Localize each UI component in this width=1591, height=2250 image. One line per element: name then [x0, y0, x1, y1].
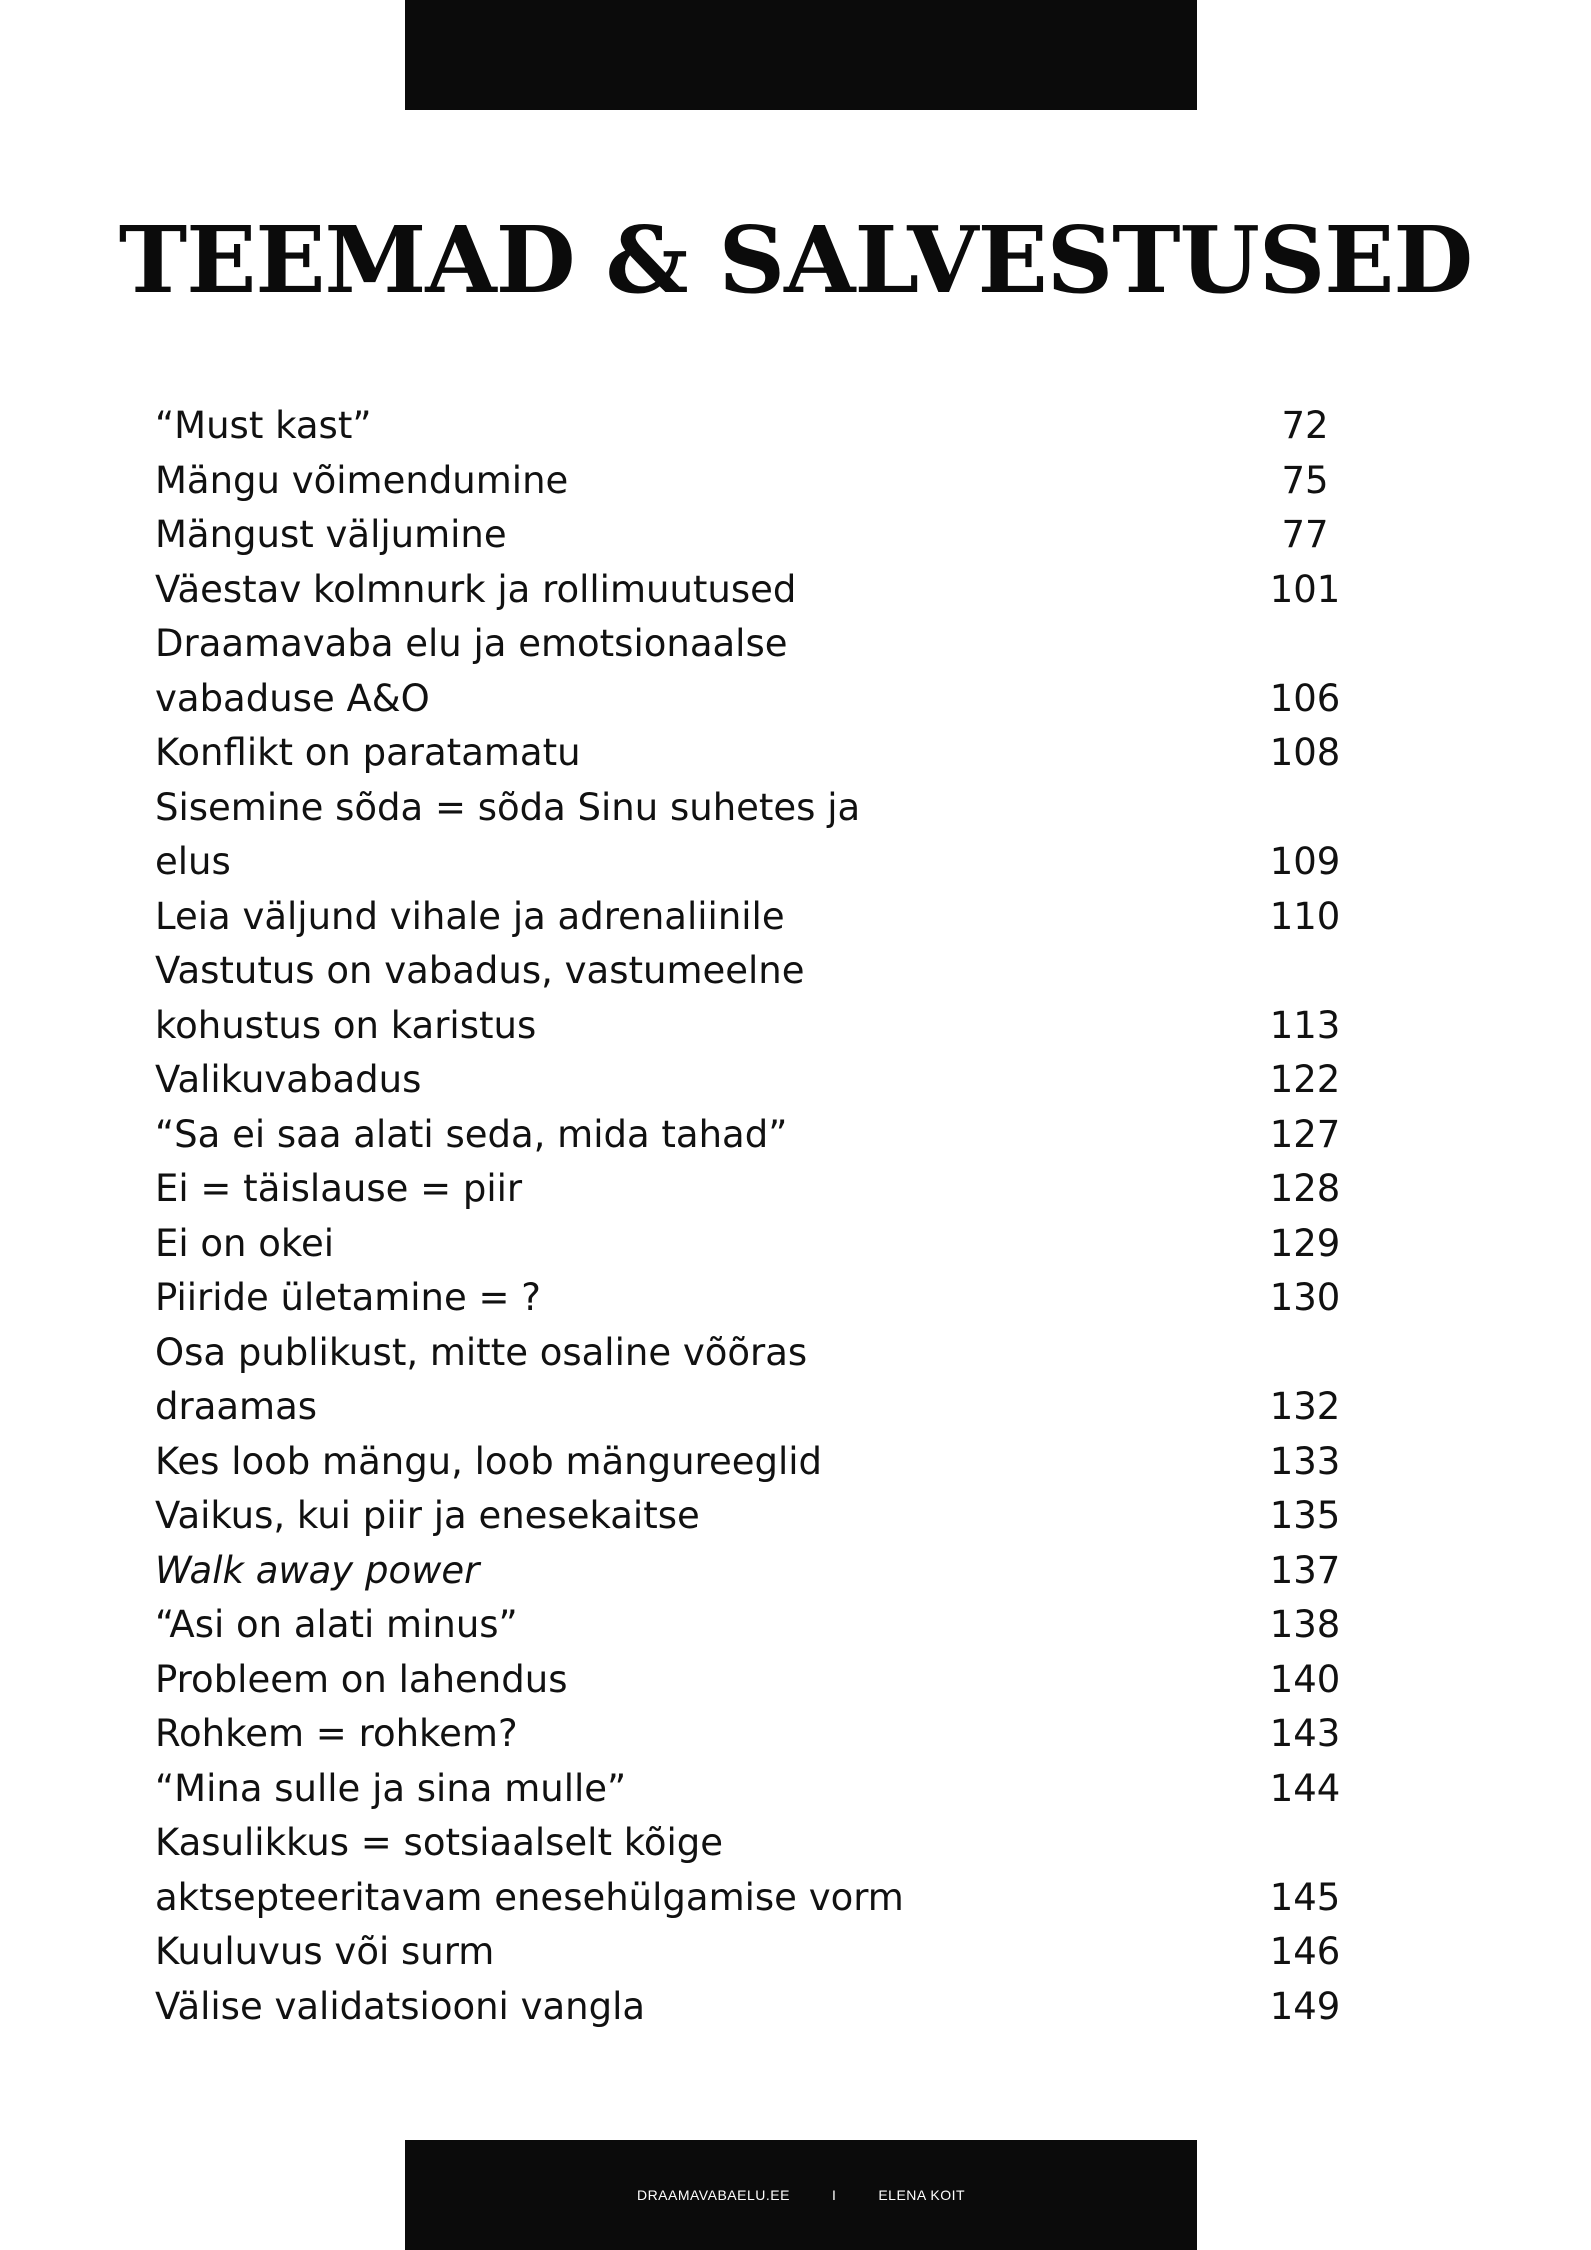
toc-entry	[155, 1271, 1365, 1326]
toc-entry-page: 135	[1269, 1494, 1341, 1537]
toc-entry-page: 109	[1269, 840, 1341, 883]
toc-entry	[155, 1762, 1365, 1817]
toc-entry	[155, 508, 1365, 563]
toc-entry-page: 75	[1281, 458, 1329, 502]
footer-separator: I	[831, 2187, 837, 2203]
footer-site: DRAAMAVABAELU.EE	[636, 2187, 790, 2203]
toc-entry	[155, 454, 1365, 509]
toc-entry-page: 127	[1269, 1112, 1341, 1156]
table-of-contents	[155, 399, 1365, 2034]
toc-entry	[155, 890, 1365, 945]
toc-entry-title: Välise validatsiooni vangla	[155, 1984, 646, 2028]
toc-entry-page: 108	[1269, 731, 1341, 774]
toc-entry	[155, 1925, 1365, 1980]
toc-entry-title: Mängust väljumine	[155, 513, 507, 556]
toc-entry	[155, 1162, 1365, 1217]
toc-entry-title: “Mina sulle ja sina mulle”	[155, 1766, 627, 1810]
toc-entry	[155, 563, 1365, 618]
toc-entry-title: Kasulikkus = sotsiaalselt kõige aktsepteeritavam enesehülgamise vorm	[155, 1821, 904, 1919]
toc-entry-title: Valikuvabadus	[155, 1058, 422, 1101]
toc-entry	[155, 1653, 1365, 1708]
toc-entry-title: “Asi on alati minus”	[155, 1603, 518, 1646]
toc-entry	[155, 1544, 1365, 1599]
toc-entry-page: 113	[1269, 1003, 1341, 1047]
toc-entry	[155, 781, 1365, 890]
toc-entry	[155, 1326, 1365, 1435]
toc-entry	[155, 726, 1365, 781]
toc-entry-page: 101	[1269, 567, 1341, 611]
toc-entry	[155, 1598, 1365, 1653]
toc-entry-title: Kuuluvus või surm	[155, 1930, 495, 1973]
toc-entry-title: Kes loob mängu, loob mängureeglid	[155, 1439, 823, 1483]
toc-entry	[155, 1435, 1365, 1490]
footer-bar	[405, 2140, 1197, 2250]
toc-entry-page: 137	[1269, 1548, 1341, 1592]
page-title: TEEMAD & SALVESTUSED	[118, 206, 1473, 314]
toc-entry-page: 132	[1269, 1385, 1341, 1428]
toc-entry-page: 133	[1269, 1439, 1341, 1483]
toc-entry-title: Walk away power	[155, 1548, 480, 1592]
toc-entry	[155, 1980, 1365, 2035]
toc-entry-title: Konflikt on paratamatu	[155, 731, 581, 774]
toc-entry	[155, 617, 1365, 726]
toc-entry	[155, 1053, 1365, 1108]
toc-entry-title: Draamavaba elu ja emotsionaalse vabaduse A&O	[155, 622, 788, 720]
toc-entry-title: Mängu võimendumine	[155, 458, 569, 502]
toc-entry-title: Vastutus on vabadus, vastumeelne kohustus on karistus	[155, 949, 805, 1047]
toc-entry-title: Ei = täislause = piir	[155, 1167, 523, 1210]
toc-entry-page: 130	[1269, 1276, 1341, 1319]
toc-entry-title: “Must kast”	[155, 404, 372, 447]
toc-entry-page: 146	[1269, 1930, 1341, 1973]
toc-entry-page: 77	[1281, 513, 1329, 556]
toc-entry-title: Piiride ületamine = ?	[155, 1276, 541, 1319]
toc-entry-page: 149	[1269, 1984, 1341, 2028]
toc-entry-title: Probleem on lahendus	[155, 1657, 568, 1701]
toc-entry	[155, 1217, 1365, 1272]
toc-entry-title: “Sa ei saa alati seda, mida tahad”	[155, 1112, 788, 1156]
toc-entry-page: 128	[1269, 1167, 1341, 1210]
toc-entry-title: Leia väljund vihale ja adrenaliinile	[155, 894, 785, 938]
toc-entry-title: Sisemine sõda = sõda Sinu suhetes ja elus	[155, 785, 861, 883]
toc-entry-title: Osa publikust, mitte osaline võõras draamas	[155, 1330, 808, 1428]
toc-entry-title: Väestav kolmnurk ja rollimuutused	[155, 567, 797, 611]
toc-entry-page: 145	[1269, 1875, 1341, 1919]
toc-entry	[155, 1816, 1365, 1925]
toc-entry-page: 110	[1269, 894, 1341, 938]
header-bar	[405, 0, 1197, 110]
toc-entry-page: 140	[1269, 1657, 1341, 1701]
toc-entry-page: 129	[1269, 1221, 1341, 1265]
toc-entry-page: 106	[1269, 676, 1341, 720]
toc-entry-page: 72	[1281, 404, 1329, 447]
toc-entry	[155, 944, 1365, 1053]
toc-entry-page: 122	[1269, 1058, 1341, 1101]
toc-entry	[155, 1707, 1365, 1762]
toc-entry-title: Rohkem = rohkem?	[155, 1712, 518, 1755]
toc-entry-page: 138	[1269, 1603, 1341, 1646]
toc-entry-page: 144	[1269, 1766, 1341, 1810]
toc-entry-title: Vaikus, kui piir ja enesekaitse	[155, 1494, 700, 1537]
toc-entry-title: Ei on okei	[155, 1221, 335, 1265]
footer-author: ELENA KOIT	[878, 2187, 966, 2203]
toc-entry	[155, 1108, 1365, 1163]
toc-entry	[155, 1489, 1365, 1544]
toc-entry	[155, 399, 1365, 454]
toc-entry-page: 143	[1269, 1712, 1341, 1755]
